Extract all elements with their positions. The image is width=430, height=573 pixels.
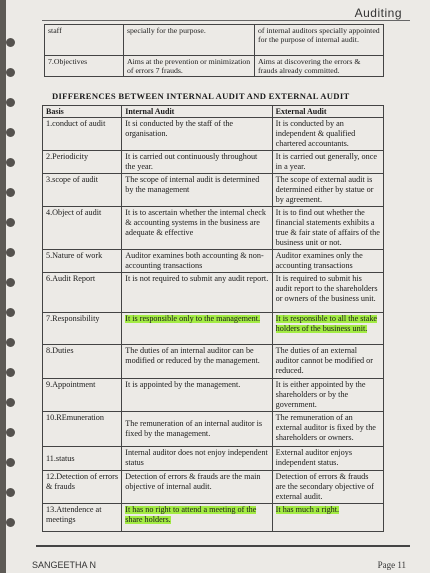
table-row bbox=[43, 504, 384, 532]
punch-hole bbox=[6, 518, 15, 527]
table-row bbox=[43, 174, 384, 207]
external-cell: The duties of an external auditor cannot be modified or reduced. bbox=[272, 345, 383, 379]
external-cell: Auditor examines only the accounting transactions bbox=[272, 250, 383, 273]
basis-cell: 4.Object of audit bbox=[43, 207, 122, 250]
punch-hole bbox=[6, 248, 15, 257]
basis-cell: 7.Objectives bbox=[45, 56, 124, 77]
document-page bbox=[6, 0, 430, 573]
internal-cell: It si conducted by the staff of the organisation. bbox=[122, 118, 272, 151]
table-row bbox=[43, 313, 384, 345]
punch-hole bbox=[6, 368, 15, 377]
header-rule bbox=[42, 20, 410, 21]
previous-table-continuation bbox=[44, 24, 384, 77]
basis-cell: 13.Attendence at meetings bbox=[43, 504, 122, 532]
table-row bbox=[43, 412, 384, 447]
internal-cell: specially for the purpose. bbox=[124, 25, 255, 56]
punch-hole bbox=[6, 128, 15, 137]
section-title: DIFFERENCES BETWEEN INTERNAL AUDIT AND EXTERNAL AUDIT bbox=[52, 91, 350, 101]
basis-cell: 1.conduct of audit bbox=[43, 118, 122, 151]
internal-cell: It is to ascertain whether the internal check & accounting systems in the business are adequate & effective bbox=[122, 207, 272, 250]
column-header-external: External Audit bbox=[272, 106, 383, 118]
table-row bbox=[45, 25, 384, 56]
punch-hole bbox=[6, 308, 15, 317]
basis-cell: 8.Duties bbox=[43, 345, 122, 379]
external-cell: It is required to submit his audit report to the shareholders or owners of the business unit. bbox=[272, 273, 383, 313]
table-row bbox=[45, 56, 384, 77]
column-header-basis: Basis bbox=[43, 106, 122, 118]
punch-hole bbox=[6, 38, 15, 47]
basis-cell: 3.scope of audit bbox=[43, 174, 122, 207]
external-cell: Aims at discovering the errors & frauds already committed. bbox=[255, 56, 384, 77]
external-cell: It is to find out whether the financial statements exhibits a true & fair state of affairs of the business unit or not. bbox=[272, 207, 383, 250]
internal-cell: It is carried out continuously throughout the year. bbox=[122, 151, 272, 174]
basis-cell: 6.Audit Report bbox=[43, 273, 122, 313]
highlighted-text: It has much a right. bbox=[275, 505, 340, 514]
footer-author: SANGEETHA N bbox=[32, 560, 97, 570]
punch-hole bbox=[6, 428, 15, 437]
external-cell: of internal auditors specially appointed for the purpose of internal audit. bbox=[255, 25, 384, 56]
table-row bbox=[43, 345, 384, 379]
punch-hole bbox=[6, 488, 15, 497]
external-cell: It is conducted by an independent & qualified chartered accountants. bbox=[272, 118, 383, 151]
external-cell: Detection of errors & frauds are the secondary objective of external audit. bbox=[272, 471, 383, 504]
internal-cell: It is appointed by the management. bbox=[122, 379, 272, 412]
differences-table bbox=[42, 105, 384, 532]
external-cell bbox=[272, 504, 383, 532]
external-cell: The scope of external audit is determined either by statue or by agreement. bbox=[272, 174, 383, 207]
punch-hole bbox=[6, 98, 15, 107]
internal-cell bbox=[122, 313, 272, 345]
punch-hole bbox=[6, 188, 15, 197]
basis-cell: 11.status bbox=[43, 447, 122, 471]
table-row bbox=[43, 151, 384, 174]
column-header-internal: Internal Audit bbox=[122, 106, 272, 118]
page-number: Page 11 bbox=[377, 560, 406, 570]
external-cell: It is carried out generally, once in a year. bbox=[272, 151, 383, 174]
basis-cell: 5.Nature of work bbox=[43, 250, 122, 273]
basis-cell: staff bbox=[45, 25, 124, 56]
external-cell bbox=[272, 313, 383, 345]
footer-rule bbox=[36, 545, 410, 547]
internal-cell: The remuneration of an internal auditor is fixed by the management. bbox=[122, 412, 272, 447]
table-row bbox=[43, 207, 384, 250]
punch-hole bbox=[6, 278, 15, 287]
punch-hole bbox=[6, 338, 15, 347]
table-header-row bbox=[43, 106, 384, 118]
external-cell: The remuneration of an external auditor is fixed by the shareholders or owners. bbox=[272, 412, 383, 447]
basis-cell: 7.Responsibility bbox=[43, 313, 122, 345]
highlighted-text: It has no right to attend a meeting of the share holders. bbox=[125, 505, 257, 524]
internal-cell: Internal auditor does not enjoy independent status bbox=[122, 447, 272, 471]
basis-cell: 12.Detection of errors & frauds bbox=[43, 471, 122, 504]
punch-hole bbox=[6, 458, 15, 467]
punch-hole bbox=[6, 218, 15, 227]
table-row bbox=[43, 118, 384, 151]
external-cell: It is either appointed by the shareholders or by the government. bbox=[272, 379, 383, 412]
internal-cell: Detection of errors & frauds are the main objective of internal audit. bbox=[122, 471, 272, 504]
external-cell: External auditor enjoys independent status. bbox=[272, 447, 383, 471]
internal-cell bbox=[122, 504, 272, 532]
punch-hole bbox=[6, 398, 15, 407]
basis-cell: 9.Appointment bbox=[43, 379, 122, 412]
highlighted-text: It is responsible to all the stake holders of the business unit. bbox=[275, 314, 378, 333]
header-title: Auditing bbox=[354, 6, 402, 20]
basis-cell: 10.REmuneration bbox=[43, 412, 122, 447]
highlighted-text: It is responsible only to the management. bbox=[125, 314, 261, 323]
punch-hole bbox=[6, 158, 15, 167]
punch-hole bbox=[6, 68, 15, 77]
table-row bbox=[43, 447, 384, 471]
table-row bbox=[43, 273, 384, 313]
basis-cell: 2.Periodicity bbox=[43, 151, 122, 174]
internal-cell: Auditor examines both accounting & non-accounting transactions bbox=[122, 250, 272, 273]
table-row bbox=[43, 471, 384, 504]
internal-cell: It is not required to submit any audit report. bbox=[122, 273, 272, 313]
internal-cell: The duties of an internal auditor can be modified or reduced by the management. bbox=[122, 345, 272, 379]
internal-cell: Aims at the prevention or minimization of errors 7 frauds. bbox=[124, 56, 255, 77]
table-row bbox=[43, 250, 384, 273]
internal-cell: The scope of internal audit is determined by the management bbox=[122, 174, 272, 207]
table-row bbox=[43, 379, 384, 412]
